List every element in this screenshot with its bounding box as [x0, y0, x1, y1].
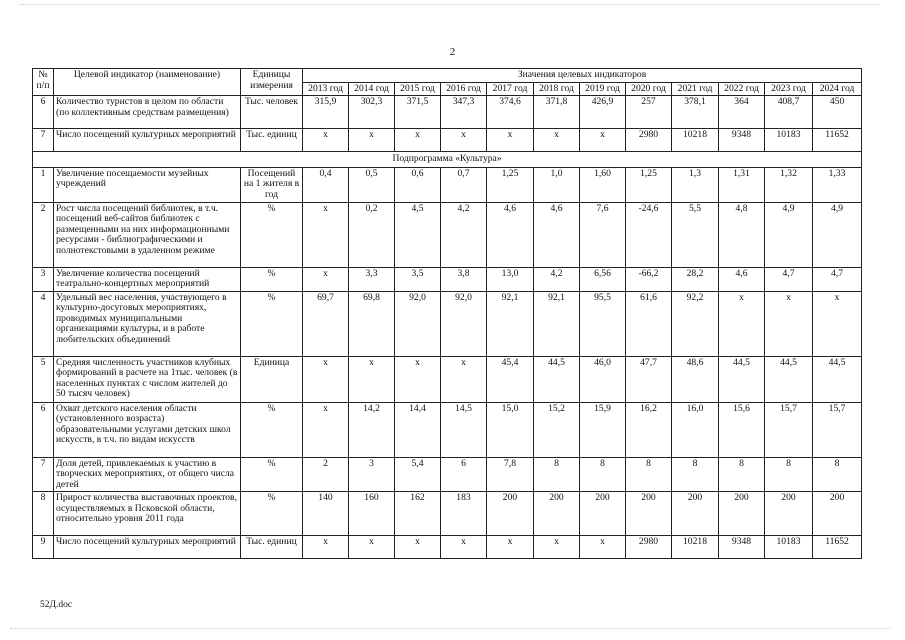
indicator-value: x: [349, 356, 395, 402]
row-number: 7: [33, 129, 54, 152]
indicator-value: 11652: [813, 129, 862, 152]
indicator-value: x: [487, 129, 534, 152]
indicator-value: -66,2: [626, 267, 672, 291]
footer-filename: 52Д.doc: [40, 600, 73, 610]
table-row: [33, 402, 862, 457]
indicator-value: 7,8: [487, 457, 534, 492]
indicator-value: 1,25: [626, 167, 672, 202]
indicator-value: 200: [487, 492, 534, 536]
indicator-value: 1,25: [487, 167, 534, 202]
indicator-value: 92,1: [487, 291, 534, 356]
indicator-value: 257: [626, 96, 672, 129]
indicator-name: Охват детского населения области (установленного возраста) образовательными услугами детских школ искусств, в т.ч. по видам искусств: [54, 402, 241, 457]
header-year: 2019 год: [580, 82, 626, 96]
header-unit: Единицы измерения: [241, 69, 303, 96]
indicator-value: x: [813, 291, 862, 356]
table-row: [33, 536, 862, 559]
indicator-value: 3,5: [395, 267, 441, 291]
header-year: 2017 год: [487, 82, 534, 96]
indicator-value: 364: [719, 96, 765, 129]
indicator-value: 0,4: [303, 167, 349, 202]
row-number: 4: [33, 291, 54, 356]
unit-of-measure: %: [241, 402, 303, 457]
indicator-value: 183: [441, 492, 487, 536]
indicator-value: 44,5: [765, 356, 813, 402]
indicator-value: 0,2: [349, 202, 395, 267]
table-row: [33, 167, 862, 202]
indicator-name: Число посещений культурных мероприятий: [54, 129, 241, 152]
indicator-name: Средняя численность участников клубных формирований в расчете на 1тыс. человек (в населенных пунктах с числом жителей до 50 тысяч человек): [54, 356, 241, 402]
table-row: [33, 129, 862, 152]
indicator-value: 4,6: [719, 267, 765, 291]
indicator-value: 200: [719, 492, 765, 536]
unit-of-measure: Посещений на 1 жителя в год: [241, 167, 303, 202]
indicator-value: x: [303, 129, 349, 152]
table-row: [33, 356, 862, 402]
indicator-value: 7,6: [580, 202, 626, 267]
indicator-value: 10183: [765, 129, 813, 152]
indicator-value: 315,9: [303, 96, 349, 129]
indicator-value: x: [534, 129, 580, 152]
table-row: [33, 492, 862, 536]
indicator-value: 1,33: [813, 167, 862, 202]
indicator-value: x: [719, 291, 765, 356]
indicator-value: x: [441, 536, 487, 559]
indicator-value: 47,7: [626, 356, 672, 402]
indicator-value: x: [441, 129, 487, 152]
indicator-value: x: [303, 402, 349, 457]
header-num: № п/п: [33, 69, 54, 96]
indicator-value: 6,56: [580, 267, 626, 291]
row-number: 9: [33, 536, 54, 559]
indicator-value: 200: [534, 492, 580, 536]
indicator-value: 200: [813, 492, 862, 536]
indicator-value: x: [580, 536, 626, 559]
header-year: 2015 год: [395, 82, 441, 96]
table-row: [33, 291, 862, 356]
indicator-value: 9348: [719, 536, 765, 559]
indicator-value: 4,2: [534, 267, 580, 291]
indicator-value: 378,1: [672, 96, 719, 129]
page-number: 2: [449, 46, 456, 58]
unit-of-measure: %: [241, 492, 303, 536]
indicator-value: 4,7: [765, 267, 813, 291]
indicator-value: 1,60: [580, 167, 626, 202]
indicator-value: 2980: [626, 536, 672, 559]
scan-artifact-bottom: [10, 628, 890, 629]
unit-of-measure: Тыс. единиц: [241, 536, 303, 559]
unit-of-measure: %: [241, 202, 303, 267]
indicator-value: 0,6: [395, 167, 441, 202]
indicator-value: 14,2: [349, 402, 395, 457]
indicator-value: x: [441, 356, 487, 402]
indicator-value: 15,0: [487, 402, 534, 457]
row-number: 6: [33, 402, 54, 457]
indicators-table: [32, 68, 862, 559]
indicator-value: x: [487, 536, 534, 559]
indicator-value: 15,7: [813, 402, 862, 457]
header-year: 2013 год: [303, 82, 349, 96]
table-row: [33, 96, 862, 129]
indicator-value: 1,32: [765, 167, 813, 202]
indicator-value: 15,7: [765, 402, 813, 457]
indicator-value: 14,4: [395, 402, 441, 457]
unit-of-measure: Единица: [241, 356, 303, 402]
indicator-value: 95,5: [580, 291, 626, 356]
indicator-name: Увеличение посещаемости музейных учреждений: [54, 167, 241, 202]
indicator-value: 92,1: [534, 291, 580, 356]
unit-of-measure: %: [241, 457, 303, 492]
indicator-value: 69,8: [349, 291, 395, 356]
indicator-value: 0,5: [349, 167, 395, 202]
indicator-value: x: [395, 536, 441, 559]
indicator-value: 200: [626, 492, 672, 536]
indicator-value: 16,0: [672, 402, 719, 457]
unit-of-measure: %: [241, 291, 303, 356]
indicator-value: 9348: [719, 129, 765, 152]
indicator-value: 1,31: [719, 167, 765, 202]
indicator-value: 10218: [672, 129, 719, 152]
indicator-name: Рост числа посещений библиотек, в т.ч. посещений веб-сайтов библиотек с размещенными на них информационными ресурсами - библиографическими и полнотекстовыми в удаленном режиме: [54, 202, 241, 267]
header-year: 2023 год: [765, 82, 813, 96]
indicator-value: 45,4: [487, 356, 534, 402]
indicator-value: 302,3: [349, 96, 395, 129]
header-indicator: Целевой индикатор (наименование): [54, 69, 241, 96]
indicator-value: 10183: [765, 536, 813, 559]
indicator-value: 4,7: [813, 267, 862, 291]
indicator-value: 4,9: [765, 202, 813, 267]
header-year: 2020 год: [626, 82, 672, 96]
indicator-value: 5,4: [395, 457, 441, 492]
indicator-name: Доля детей, привлекаемых к участию в творческих мероприятиях, от общего числа детей: [54, 457, 241, 492]
indicator-name: Количество туристов в целом по области (по коллективным средствам размещения): [54, 96, 241, 129]
scan-artifact-top: [20, 4, 880, 5]
indicator-value: 408,7: [765, 96, 813, 129]
row-number: 7: [33, 457, 54, 492]
indicator-value: x: [395, 129, 441, 152]
indicator-value: x: [303, 202, 349, 267]
row-number: 8: [33, 492, 54, 536]
indicator-value: 4,5: [395, 202, 441, 267]
header-year: 2024 год: [813, 82, 862, 96]
indicator-value: 44,5: [719, 356, 765, 402]
indicator-value: x: [580, 129, 626, 152]
indicator-value: 8: [672, 457, 719, 492]
indicator-value: 8: [719, 457, 765, 492]
indicator-value: 8: [534, 457, 580, 492]
indicator-value: x: [349, 129, 395, 152]
indicator-value: 44,5: [813, 356, 862, 402]
indicator-name: Прирост количества выставочных проектов, осуществляемых в Псковской области, относительно уровня 2011 года: [54, 492, 241, 536]
indicator-value: 8: [626, 457, 672, 492]
indicator-name: Удельный вес населения, участвующего в культурно-досуговых мероприятиях, проводимых муниципальными организациями культуры, и в работе любительских объединений: [54, 291, 241, 356]
indicator-value: 8: [813, 457, 862, 492]
table-row: [33, 202, 862, 267]
indicator-value: 11652: [813, 536, 862, 559]
indicator-value: x: [349, 536, 395, 559]
indicator-value: -24,6: [626, 202, 672, 267]
indicator-value: x: [534, 536, 580, 559]
indicator-value: x: [303, 536, 349, 559]
unit-of-measure: Тыс. человек: [241, 96, 303, 129]
indicator-value: 1,0: [534, 167, 580, 202]
indicator-value: 450: [813, 96, 862, 129]
row-number: 3: [33, 267, 54, 291]
header-year: 2022 год: [719, 82, 765, 96]
indicator-value: 347,3: [441, 96, 487, 129]
indicator-name: Увеличение количества посещений театрально-концертных мероприятий: [54, 267, 241, 291]
row-number: 1: [33, 167, 54, 202]
section-title: Подпрограмма «Культура»: [33, 152, 862, 168]
indicator-value: 374,6: [487, 96, 534, 129]
indicator-value: 4,9: [813, 202, 862, 267]
indicator-value: 140: [303, 492, 349, 536]
header-values-title: Значения целевых индикаторов: [303, 69, 862, 83]
header-year: 2016 год: [441, 82, 487, 96]
indicator-value: 4,6: [487, 202, 534, 267]
indicator-value: 162: [395, 492, 441, 536]
indicator-value: 15,6: [719, 402, 765, 457]
indicator-value: 426,9: [580, 96, 626, 129]
indicator-value: x: [303, 267, 349, 291]
row-number: 5: [33, 356, 54, 402]
indicator-value: 8: [580, 457, 626, 492]
table-row: [33, 457, 862, 492]
indicator-value: 15,9: [580, 402, 626, 457]
indicator-value: x: [765, 291, 813, 356]
indicator-value: 6: [441, 457, 487, 492]
indicator-value: 371,5: [395, 96, 441, 129]
indicator-value: 5,5: [672, 202, 719, 267]
header-row: [33, 69, 862, 83]
indicator-value: 28,2: [672, 267, 719, 291]
indicator-value: 0,7: [441, 167, 487, 202]
indicator-value: 371,8: [534, 96, 580, 129]
header-year: 2021 год: [672, 82, 719, 96]
indicator-value: 200: [580, 492, 626, 536]
row-number: 2: [33, 202, 54, 267]
indicator-value: 92,2: [672, 291, 719, 356]
indicator-value: 10218: [672, 536, 719, 559]
indicator-value: 3,3: [349, 267, 395, 291]
indicator-value: x: [303, 356, 349, 402]
indicator-value: 4,8: [719, 202, 765, 267]
indicator-value: 92,0: [395, 291, 441, 356]
indicator-name: Число посещений культурных мероприятий: [54, 536, 241, 559]
indicator-value: 3: [349, 457, 395, 492]
section-row: [33, 152, 862, 168]
indicator-value: 46,0: [580, 356, 626, 402]
indicator-value: 8: [765, 457, 813, 492]
indicator-value: 3,8: [441, 267, 487, 291]
indicator-value: 14,5: [441, 402, 487, 457]
indicator-value: 61,6: [626, 291, 672, 356]
header-year: 2018 год: [534, 82, 580, 96]
table-row: [33, 267, 862, 291]
indicator-value: 2980: [626, 129, 672, 152]
indicator-value: 2: [303, 457, 349, 492]
indicator-value: 200: [672, 492, 719, 536]
indicator-value: 48,6: [672, 356, 719, 402]
indicator-value: 15,2: [534, 402, 580, 457]
indicator-value: 16,2: [626, 402, 672, 457]
indicator-value: x: [395, 356, 441, 402]
indicator-value: 1,3: [672, 167, 719, 202]
indicator-value: 44,5: [534, 356, 580, 402]
indicator-value: 200: [765, 492, 813, 536]
header-year: 2014 год: [349, 82, 395, 96]
table-body: [33, 96, 862, 559]
indicator-value: 69,7: [303, 291, 349, 356]
indicator-value: 4,2: [441, 202, 487, 267]
row-number: 6: [33, 96, 54, 129]
indicator-value: 13,0: [487, 267, 534, 291]
indicator-value: 4,6: [534, 202, 580, 267]
indicator-value: 160: [349, 492, 395, 536]
indicator-value: 92,0: [441, 291, 487, 356]
unit-of-measure: %: [241, 267, 303, 291]
unit-of-measure: Тыс. единиц: [241, 129, 303, 152]
